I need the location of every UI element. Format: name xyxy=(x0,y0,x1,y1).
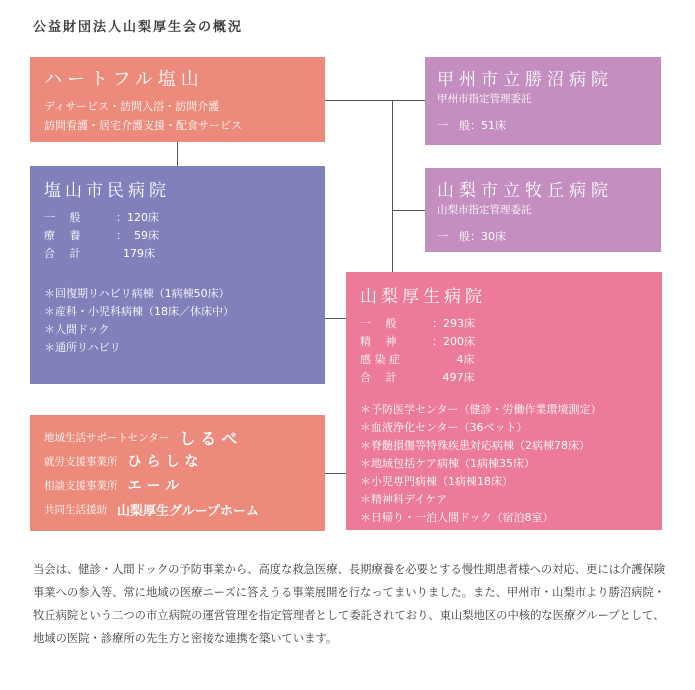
stat-value: ：293床 xyxy=(432,317,475,330)
page-title: 公益財団法人山梨厚生会の概況 xyxy=(33,20,244,35)
list-item: ＊精神科デイケア xyxy=(360,493,448,506)
stat-key: 療 養 xyxy=(44,229,81,242)
kosei-stat-row xyxy=(360,351,662,369)
connector-support-kosei xyxy=(325,473,346,474)
stat-key: 合 計 xyxy=(360,371,397,384)
stat-value: 4床 xyxy=(432,353,475,366)
kosei-stat-row xyxy=(360,369,662,387)
list-item: ＊脊髄損傷等特殊疾患対応病棟（2病棟78床） xyxy=(360,439,590,452)
stat-key: 感 染 症 xyxy=(360,353,400,366)
support-row xyxy=(44,449,325,473)
kosei-name: 山梨厚生病院 xyxy=(360,287,486,307)
connector-kofu-trunk xyxy=(392,100,425,101)
stat-value: 497床 xyxy=(432,371,475,384)
support-row xyxy=(44,425,325,449)
support-name: ひらしな xyxy=(127,454,204,470)
support-name: エール xyxy=(127,478,185,494)
list-item: ＊人間ドック xyxy=(44,323,110,336)
heartful-services-1: ディサービス・訪問入浴・訪問介護 xyxy=(44,100,220,113)
shiozan-name: 塩山市民病院 xyxy=(44,181,170,201)
katsunuma-name: 甲州市立勝沼病院 xyxy=(437,70,613,90)
kosei-hospital-box xyxy=(346,272,662,530)
support-name: 山梨厚生グループホーム xyxy=(117,503,259,519)
shiozan-stat-row xyxy=(44,245,325,263)
description-paragraph: 当会は、健診・人間ドックの予防事業から、高度な救急医療、長期療養を必要とする慢性期患者様への対応、更には介護保険事業への参入等、常に地域の医療ニーズに答えうる事業展開を行なってまいりました。また、甲州市・山梨市より勝沼病院・牧丘病院という二つの市立病院の運営管理を指定管理者として委託されており、東山梨地区の中核的な医療グループとして、地域の医院・診療所の先生方と密接な連携を築いています。 xyxy=(33,563,666,645)
heartful-services-2: 訪問看護・居宅介護支援・配食サービス xyxy=(44,119,242,132)
shiozan-stat-row xyxy=(44,227,325,245)
connector-trunk-vertical xyxy=(392,100,393,272)
katsunuma-sub: 甲州市指定管理委託 xyxy=(437,93,532,105)
list-item: ＊回復期リハビリ病棟（1病棟50床） xyxy=(44,287,230,300)
stat-value: 179床 xyxy=(116,247,155,260)
shiozan-facilities xyxy=(44,285,325,357)
makioka-sub: 山梨市指定管理委託 xyxy=(437,204,532,216)
makioka-hospital-box xyxy=(425,168,661,252)
support-row xyxy=(44,473,325,497)
makioka-name: 山梨市立牧丘病院 xyxy=(437,181,613,201)
connector-makioka-trunk xyxy=(392,210,425,211)
list-item: ＊血液浄化センター（36ベット） xyxy=(360,421,528,434)
list-item: ＊予防医学センター（健診・労働作業環境測定） xyxy=(360,403,602,416)
stat-key: 一 般 xyxy=(44,211,81,224)
support-label: 就労支援事業所 xyxy=(44,455,118,468)
stat-value: ： 59床 xyxy=(116,229,159,242)
support-row xyxy=(44,497,325,521)
list-item: ＊小児専門病棟（1病棟18床） xyxy=(360,475,513,488)
list-item: ＊地域包括ケア病棟（1病棟35床） xyxy=(360,457,535,470)
kosei-stats xyxy=(360,315,662,387)
makioka-beds: 一 般：30床 xyxy=(437,230,506,243)
connector-heart-trunk xyxy=(325,100,392,101)
connector-shiozan-kosei xyxy=(325,318,346,319)
list-item: ＊通所リハビリ xyxy=(44,341,121,354)
katsunuma-beds: 一 般：51床 xyxy=(437,119,506,132)
stat-value: ：120床 xyxy=(116,211,159,224)
support-center-box xyxy=(30,415,325,531)
stat-key: 合 計 xyxy=(44,247,81,260)
list-item: ＊日帰り・一泊人間ドック（宿泊8室） xyxy=(360,511,554,524)
list-item: ＊産科・小児科病棟（18床／休床中） xyxy=(44,305,234,318)
shiozan-stat-row xyxy=(44,209,325,227)
stat-key: 一 般 xyxy=(360,317,397,330)
kosei-stat-row xyxy=(360,333,662,351)
kosei-stat-row xyxy=(360,315,662,333)
shiozan-hospital-box xyxy=(30,166,325,384)
heartful-shiozan-box xyxy=(30,57,325,142)
katsunuma-hospital-box xyxy=(425,57,661,145)
stat-value: ：200床 xyxy=(432,335,475,348)
connector-heart-shiozan xyxy=(177,142,178,166)
support-name: しるべ xyxy=(179,428,243,448)
heartful-name: ハートフル塩山 xyxy=(44,69,204,90)
stat-key: 精 神 xyxy=(360,335,397,348)
kosei-facilities xyxy=(360,401,662,527)
support-label: 共同生活援助 xyxy=(44,503,107,516)
support-label: 相談支援事業所 xyxy=(44,479,118,492)
support-label: 地域生活サポートセンター xyxy=(44,431,170,444)
shiozan-stats xyxy=(44,209,325,263)
